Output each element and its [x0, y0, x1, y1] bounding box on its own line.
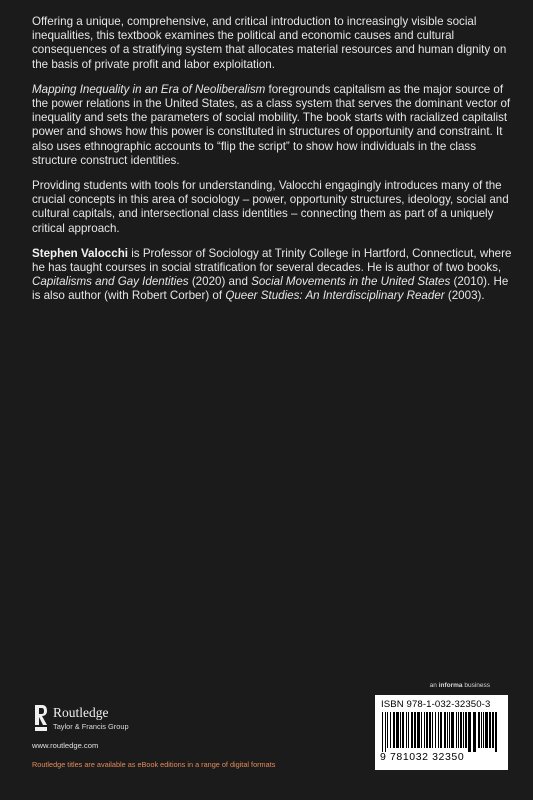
informa-business-label [430, 682, 490, 689]
description-paragraph-2 [32, 83, 512, 168]
author-name: Stephen Valocchi [32, 246, 128, 260]
description-paragraph-1 [32, 15, 512, 72]
informa-suffix: business [462, 682, 490, 689]
publisher-group: Taylor & Francis Group [53, 722, 129, 731]
publisher-website[interactable]: www.routledge.com [32, 741, 99, 750]
description-text-1: Offering a unique, comprehensive, and critical introduction to increasingly visible social inequalities, this textbook examines the political and economic causes and cultural consequences of a stratifying system that allocates material resources and human dignity on the basis of private profit and labor exploitation. [32, 15, 507, 71]
book-title-italic: Mapping Inequality in an Era of Neoliberalism [32, 82, 266, 96]
author-bio-text-1: is Professor of Sociology at Trinity College in Hartford, Connecticut, where he has taught courses in social stratification for several decades. He is author of two books, [32, 246, 512, 275]
barcode-icon [380, 712, 502, 752]
publisher-logo [33, 703, 203, 733]
blurb-text [32, 15, 512, 315]
description-text-2: foregrounds capitalism as the major source of the power relations in the United States, as a class system that serves the dominant vector of inequality and sets the parameters of social mobility. The book starts with racialized capitalist power and shows how this power is constituted in structures of opportunity and constraint. It also uses ethnographic accounts to “flip the script” to show how individuals in the class structure construct identities. [32, 82, 511, 167]
author-bio-text-3: (2010). He is also author (with Robert Corber) of [32, 275, 509, 303]
description-paragraph-3 [32, 179, 512, 236]
author-bio-text-4: (2003). [444, 289, 485, 303]
author-bio [32, 247, 512, 304]
author-bio-text-2: (2020) and [188, 275, 252, 289]
routledge-logo-icon [33, 703, 49, 733]
barcode-digits: 9 781032 32350 [380, 751, 465, 763]
author-book-3: Queer Studies: An Interdisciplinary Reader [225, 289, 445, 303]
isbn-label: ISBN 978-1-032-32350-3 [381, 699, 491, 710]
informa-brand: informa [438, 682, 463, 689]
description-text-3: Providing students with tools for understanding, Valocchi engagingly introduces many of the crucial concepts in this area of sociology – power, opportunity structures, ideology, social and cultural capitals, and intersectional class identities – connecting them as part of a uniquely critical approach. [32, 179, 509, 235]
informa-prefix: an [429, 682, 439, 689]
author-book-2: Social Movements in the United States [251, 275, 451, 289]
publisher-name: Routledge [53, 705, 109, 720]
ebook-note: Routledge titles are available as eBook editions in a range of digital formats [32, 760, 276, 769]
author-book-1: Capitalisms and Gay Identities [32, 275, 189, 289]
isbn-barcode [375, 695, 508, 770]
